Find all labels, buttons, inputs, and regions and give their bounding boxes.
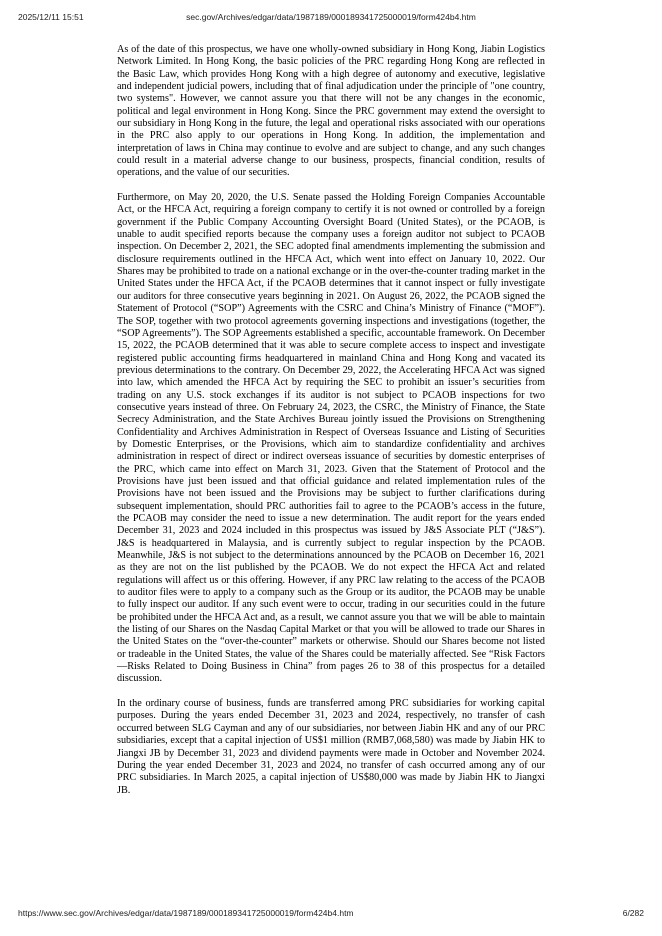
page-number: 6/282: [622, 908, 644, 918]
print-footer: [18, 908, 644, 922]
print-header: [18, 12, 644, 26]
print-footer-url: https://www.sec.gov/Archives/edgar/data/1987189/000189341725000019/form424b4.htm: [18, 908, 354, 918]
paragraph-hfca-act: Furthermore, on May 20, 2020, the U.S. Senate passed the Holding Foreign Companies Accountable Act, or the HFCA Act, requiring a foreign company to certify it is not owned or controlled by a foreign government if the Public Company Accounting Oversight Board (United States), or the PCAOB, is unable to audit specified reports because the company uses a foreign auditor not subject to PCAOB inspection. On December 2, 2021, the SEC adopted final amendments implementing the submission and disclosure requirements outlined in the HFCA Act, which went into effect on January 10, 2022. Our Shares may be prohibited to trade on a national exchange or in the over-the-counter trading market in the United States under the HFCA Act, if the PCAOB determines that it cannot inspect or fully investigate our auditors for three consecutive years beginning in 2021. On August 26, 2022, the PCAOB signed the Statement of Protocol (“SOP”) Agreements with the CSRC and China’s Ministry of Finance (“MOF”). The SOP, together with two protocol agreements governing inspections and investigations (together, the “SOP Agreements”). The SOP Agreements established a specific, accountable framework. On December 15, 2022, the PCAOB determined that it was able to secure complete access to inspect and investigate registered public accounting firms headquartered in mainland China and Hong Kong and vacated its previous determinations to the contrary. On December 29, 2022, the Accelerating HFCA Act was signed into law, which amended the HFCA Act by requiring the SEC to prohibit an issuer’s securities from trading on any U.S. stock exchanges if its auditor is not subject to PCAOB inspections for two consecutive years instead of three. On February 24, 2023, the CSRC, the Ministry of Finance, the State Secrecy Administration, and the State Archives Bureau jointly issued the Provisions on Strengthening Confidentiality and Archives Administration in Respect of Overseas Issuance and Listing of Securities by Domestic Enterprises, or the Provisions, which aim to standardize confidentiality and archives administration in respect of direct or indirect overseas issuance of securities by domestic enterprises of the PRC, which came into effect on March 31, 2023. Given that the Statement of Protocol and the Provisions have just been issued and that official guidance and related implementation rules of the Provisions have not been issued and the Provisions may be subject to further clarifications during subsequent implementation, should PRC authorities fail to agree to the PCAOB’s access in the future, the PCAOB may consider the need to issue a new determination. The audit report for the years ended December 31, 2023 and 2024 included in this prospectus was issued by J&S Associate PLT (“J&S”). J&S is headquartered in Malaysia, and is currently subject to regular inspection by the PCAOB. Meanwhile, J&S is not subject to the determinations announced by the PCAOB on December 16, 2021 as they are not on the list published by the PCAOB. We do not expect the HFCA Act and related regulations will affect us or this offering. However, if any PRC law relating to the access of the PCAOB to auditor files were to apply to a company such as the Group or its auditor, the PCAOB may be unable to fully inspect our auditor. If any such event were to occur, trading in our securities could in the future be prohibited under the HFCA Act and, as a result, we cannot assure you that we will be able to maintain the listing of our Shares on the Nasdaq Capital Market or that you will be allowed to trade our Shares in the United States on the “over-the-counter” markets or otherwise. Should our Shares become not listed or tradeable in the United States, the value of the Shares could be materially affected. See “Risk Factors—Risks Related to Doing Business in China” from pages 26 to 38 of this prospectus for a detailed discussion.: [117, 192, 545, 685]
paragraph-cash-transfers: In the ordinary course of business, funds are transferred among PRC subsidiaries for working capital purposes. During the years ended December 31, 2023 and 2024, respectively, no transfer of cash occurred between SLG Cayman and any of our subsidiaries, nor between Jiabin HK and any of our PRC subsidiaries, except that a capital injection of US$1 million (RMB7,068,580) was made by Jiabin HK to Jiangxi JB by December 31, 2023 and dividend payments were made in October and November 2024. During the year ended December 31, 2023 and 2024, no transfer of cash occurred among any of our PRC subsidiaries. In March 2025, a capital injection of US$80,000 was made by Jiabin HK to Jiangxi JB.: [117, 698, 545, 796]
print-header-url: sec.gov/Archives/edgar/data/1987189/000189341725000019/form424b4.htm: [186, 12, 476, 22]
paragraph-hong-kong-subsidiary: As of the date of this prospectus, we have one wholly-owned subsidiary in Hong Kong, Jiabin Logistics Network Limited. In Hong Kong, the basic policies of the PRC regarding Hong Kong are reflected in the Basic Law, which provides Hong Kong with a high degree of autonomy and executive, legislative and independent judicial powers, including that of final adjudication under the principle of "one country, two systems". However, we cannot assure you that there will not be any changes in the economic, political and legal environment in Hong Kong. Since the PRC government may extend the oversight to our subsidiary in Hong Kong in the future, the legal and operational risks associated with our operations in the PRC also apply to our operations in Hong Kong. In addition, the implementation and interpretation of laws in China may continue to evolve and are subject to change, and any such changes could result in a material adverse change to our business, prospects, financial condition, results of operations, and the value of our securities.: [117, 44, 545, 179]
document-body: [117, 44, 545, 809]
print-datetime: 2025/12/11 15:51: [18, 12, 84, 22]
